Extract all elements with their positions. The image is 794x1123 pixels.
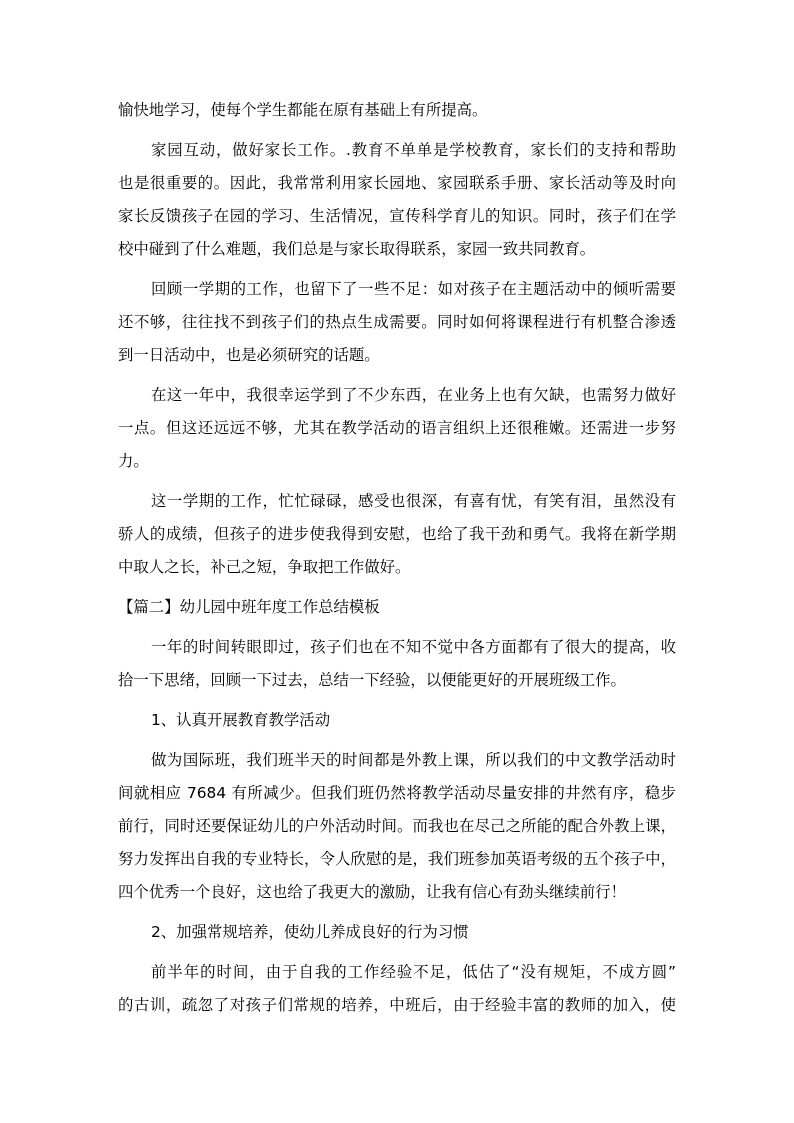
text-line: 骄人的成绩，但孩子的进步使我得到安慰，也给了我干劲和勇气。我将在新学期: [118, 525, 676, 543]
text-line: 中取人之长，补己之短，争取把工作做好。: [118, 558, 411, 576]
text-line: 在这一年中，我很幸运学到了不少东西，在业务上也有欠缺，也需努力做好: [151, 386, 676, 404]
paragraph-this-year: [118, 379, 676, 478]
text-line: 的古训，疏忽了对孩子们常规的培养，中班后，由于经验丰富的教师的加入，使: [118, 996, 676, 1014]
paragraph-first-half-year: [118, 956, 676, 1022]
text-line: 到一日活动中，也是必须研究的话题。: [118, 346, 380, 364]
text-line: 校中碰到了什么难题，我们总是与家长取得联系，家园一致共同教育。: [118, 240, 596, 258]
subheading-1: [118, 704, 676, 737]
paragraph-home-school: [118, 134, 676, 266]
text-line: 一点。但这还远远不够，尤其在教学活动的语言组织上还很稚嫩。还需进一步努: [118, 419, 676, 437]
text-line: 做为国际班，我们班半天的时间都是外教上课，所以我们的中文教学活动时: [151, 751, 676, 769]
paragraph-international-class: [118, 744, 676, 909]
text-line: 家园互动，做好家长工作。.教育不单单是学校教育，家长们的支持和帮助: [151, 141, 676, 159]
paragraph-semester: [118, 485, 676, 584]
text-line: 前行，同时还要保证幼儿的户外活动时间。而我也在尽己之所能的配合外教上课，: [118, 817, 676, 835]
text-line: 力。: [118, 452, 149, 470]
text-line: 还不够，往往找不到孩子们的热点生成需要。同时如何将课程进行有机整合渗透: [118, 313, 676, 331]
text-line: 努力发挥出自我的专业特长，令人欣慰的是，我们班参加英语考级的五个孩子中，: [118, 850, 676, 868]
text-line: 愉快地学习，使每个学生都能在原有基础上有所提高。: [118, 101, 488, 119]
text-line: 也是很重要的。因此，我常常利用家长园地、家园联系手册、家长活动等及时向: [118, 174, 676, 192]
document-page: [118, 94, 676, 1022]
text-line: 回顾一学期的工作，也留下了一些不足：如对孩子在主题活动中的倾听需要: [151, 280, 676, 298]
text-line: 间就相应 7684 有所减少。但我们班仍然将教学活动尽量安排的井然有序，稳步: [118, 784, 676, 802]
paragraph-review: [118, 273, 676, 372]
text-line: 一年的时间转眼即过，孩子们也在不知不觉中各方面都有了很大的提高，收: [151, 638, 676, 656]
heading-line: 1、认真开展教育教学活动: [151, 711, 331, 729]
text-line: 这一学期的工作，忙忙碌碌，感受也很深，有喜有忧，有笑有泪，虽然没有: [151, 492, 676, 510]
paragraph-continuation: [118, 94, 676, 127]
paragraph-intro: [118, 631, 676, 697]
text-line: 家长反馈孩子在园的学习、生活情况，宣传科学育儿的知识。同时，孩子们在学: [118, 207, 676, 225]
heading-line: 2、加强常规培养，使幼儿养成良好的行为习惯: [151, 923, 469, 941]
heading-line: 【篇二】幼儿园中班年度工作总结模板: [118, 598, 380, 616]
subheading-2: [118, 916, 676, 949]
text-line: 前半年的时间，由于自我的工作经验不足，低估了“没有规矩，不成方圆”: [151, 963, 676, 981]
text-line: 拾一下思绪，回顾一下过去，总结一下经验，以便能更好的开展班级工作。: [118, 671, 626, 689]
text-line: 四个优秀一个良好，这也给了我更大的激励，让我有信心有劲头继续前行！: [118, 883, 626, 901]
section-heading-part-two: [118, 591, 676, 624]
